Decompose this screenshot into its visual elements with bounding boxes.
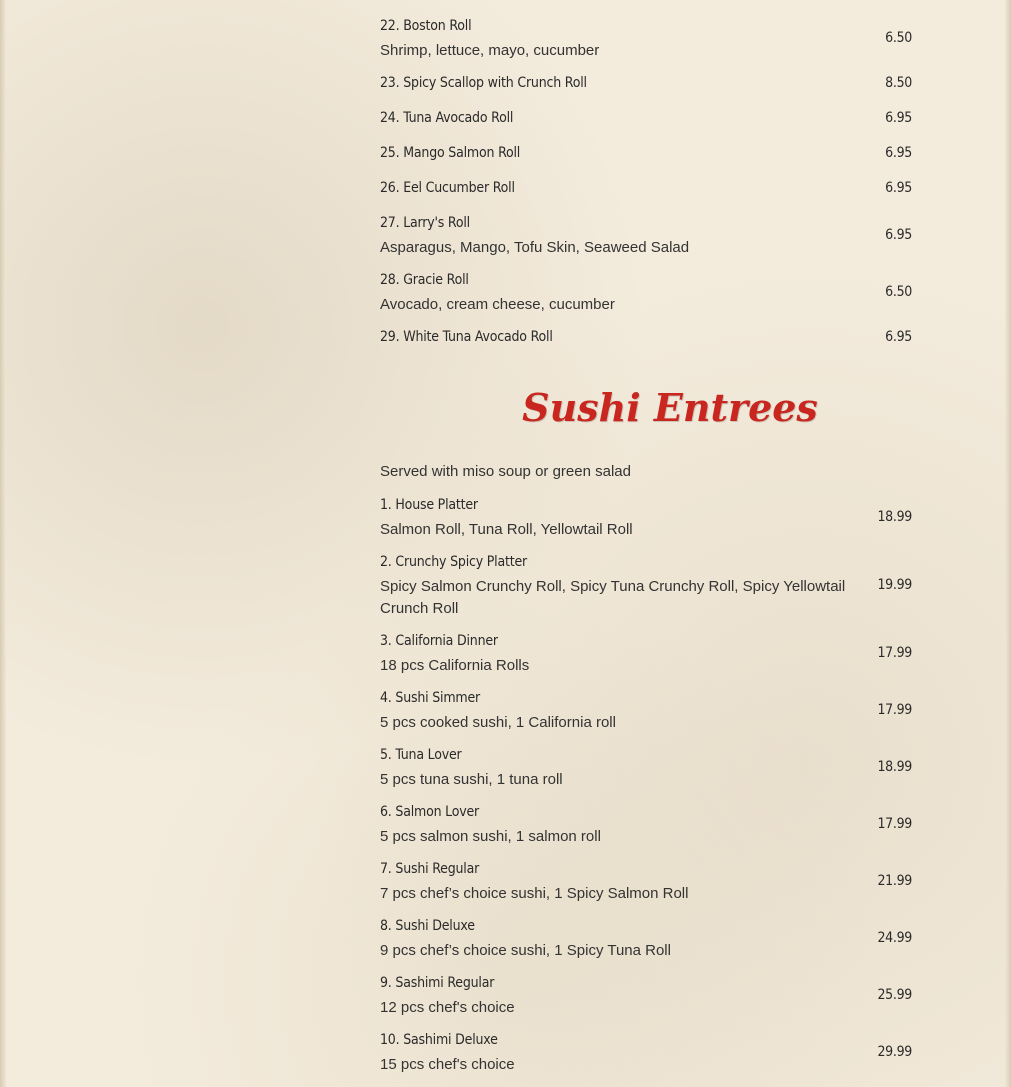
item-description: Asparagus, Mango, Tofu Skin, Seaweed Salad (380, 239, 690, 256)
menu-item (380, 861, 912, 905)
item-price: 6.95 (885, 145, 912, 161)
menu-item (380, 747, 912, 791)
item-description: Salmon Roll, Tuna Roll, Yellowtail Roll (380, 521, 633, 538)
item-price: 6.95 (885, 227, 912, 243)
item-name: 29. White Tuna Avocado Roll (380, 329, 553, 345)
item-price: 6.50 (885, 30, 912, 46)
item-name: 9. Sashimi Regular (380, 975, 495, 991)
menu-item (380, 633, 912, 677)
menu-item (380, 804, 912, 848)
menu-item (380, 18, 912, 62)
item-name: 28. Gracie Roll (380, 272, 469, 288)
item-description: 5 pcs tuna sushi, 1 tuna roll (380, 771, 563, 788)
menu-item (380, 918, 912, 962)
menu-item (380, 975, 912, 1019)
item-price: 6.50 (885, 284, 912, 300)
item-price: 24.99 (877, 930, 912, 946)
menu-item (380, 1032, 912, 1076)
menu-item (380, 554, 912, 620)
item-name: 5. Tuna Lover (380, 747, 462, 763)
menu-item (380, 497, 912, 541)
menu-item (380, 110, 912, 132)
item-name: 4. Sushi Simmer (380, 690, 481, 706)
item-price: 17.99 (877, 645, 912, 661)
item-description: Spicy Salmon Crunchy Roll, Spicy Tuna Crunchy Roll, Spicy Yellowtail Crunch Roll (380, 578, 846, 617)
item-price: 21.99 (877, 873, 912, 889)
item-price: 6.95 (885, 329, 912, 345)
item-price: 18.99 (877, 759, 912, 775)
item-price: 17.99 (877, 816, 912, 832)
item-description: Shrimp, lettuce, mayo, cucumber (380, 42, 600, 59)
item-name: 7. Sushi Regular (380, 861, 480, 877)
item-price: 29.99 (877, 1044, 912, 1060)
item-name: 22. Boston Roll (380, 18, 472, 34)
item-name: 25. Mango Salmon Roll (380, 145, 521, 161)
item-description: 5 pcs cooked sushi, 1 California roll (380, 714, 616, 731)
item-name: 8. Sushi Deluxe (380, 918, 475, 934)
item-name: 3. California Dinner (380, 633, 498, 649)
item-description: 12 pcs chef's choice (380, 999, 515, 1016)
item-price: 6.95 (885, 180, 912, 196)
item-description: 15 pcs chef's choice (380, 1056, 515, 1073)
item-price: 25.99 (877, 987, 912, 1003)
item-price: 17.99 (877, 702, 912, 718)
item-name: 10. Sashimi Deluxe (380, 1032, 498, 1048)
item-description: 18 pcs California Rolls (380, 657, 530, 674)
item-price: 18.99 (877, 509, 912, 525)
section-subtitle: Served with miso soup or green salad (380, 463, 631, 480)
item-name: 1. House Platter (380, 497, 478, 513)
item-name: 24. Tuna Avocado Roll (380, 110, 514, 126)
menu-item (380, 180, 912, 202)
item-price: 19.99 (877, 577, 912, 593)
menu-item (380, 329, 912, 351)
item-price: 6.95 (885, 110, 912, 126)
item-description: 7 pcs chef’s choice sushi, 1 Spicy Salmon Roll (380, 885, 689, 902)
paper-edge-right (1005, 0, 1011, 1087)
item-name: 26. Eel Cucumber Roll (380, 180, 515, 196)
item-name: 6. Salmon Lover (380, 804, 480, 820)
item-name: 2. Crunchy Spicy Platter (380, 554, 527, 570)
menu-item (380, 215, 912, 259)
menu-item (380, 690, 912, 734)
item-price: 8.50 (885, 75, 912, 91)
item-name: 27. Larry's Roll (380, 215, 470, 231)
item-name: 23. Spicy Scallop with Crunch Roll (380, 75, 587, 91)
menu-item (380, 75, 912, 97)
item-description: 5 pcs salmon sushi, 1 salmon roll (380, 828, 601, 845)
paper-edge-left (0, 0, 6, 1087)
section-title: Sushi Entrees (522, 385, 818, 430)
menu-item (380, 272, 912, 316)
item-description: Avocado, cream cheese, cucumber (380, 296, 615, 313)
item-description: 9 pcs chef’s choice sushi, 1 Spicy Tuna Roll (380, 942, 671, 959)
menu-item (380, 145, 912, 167)
